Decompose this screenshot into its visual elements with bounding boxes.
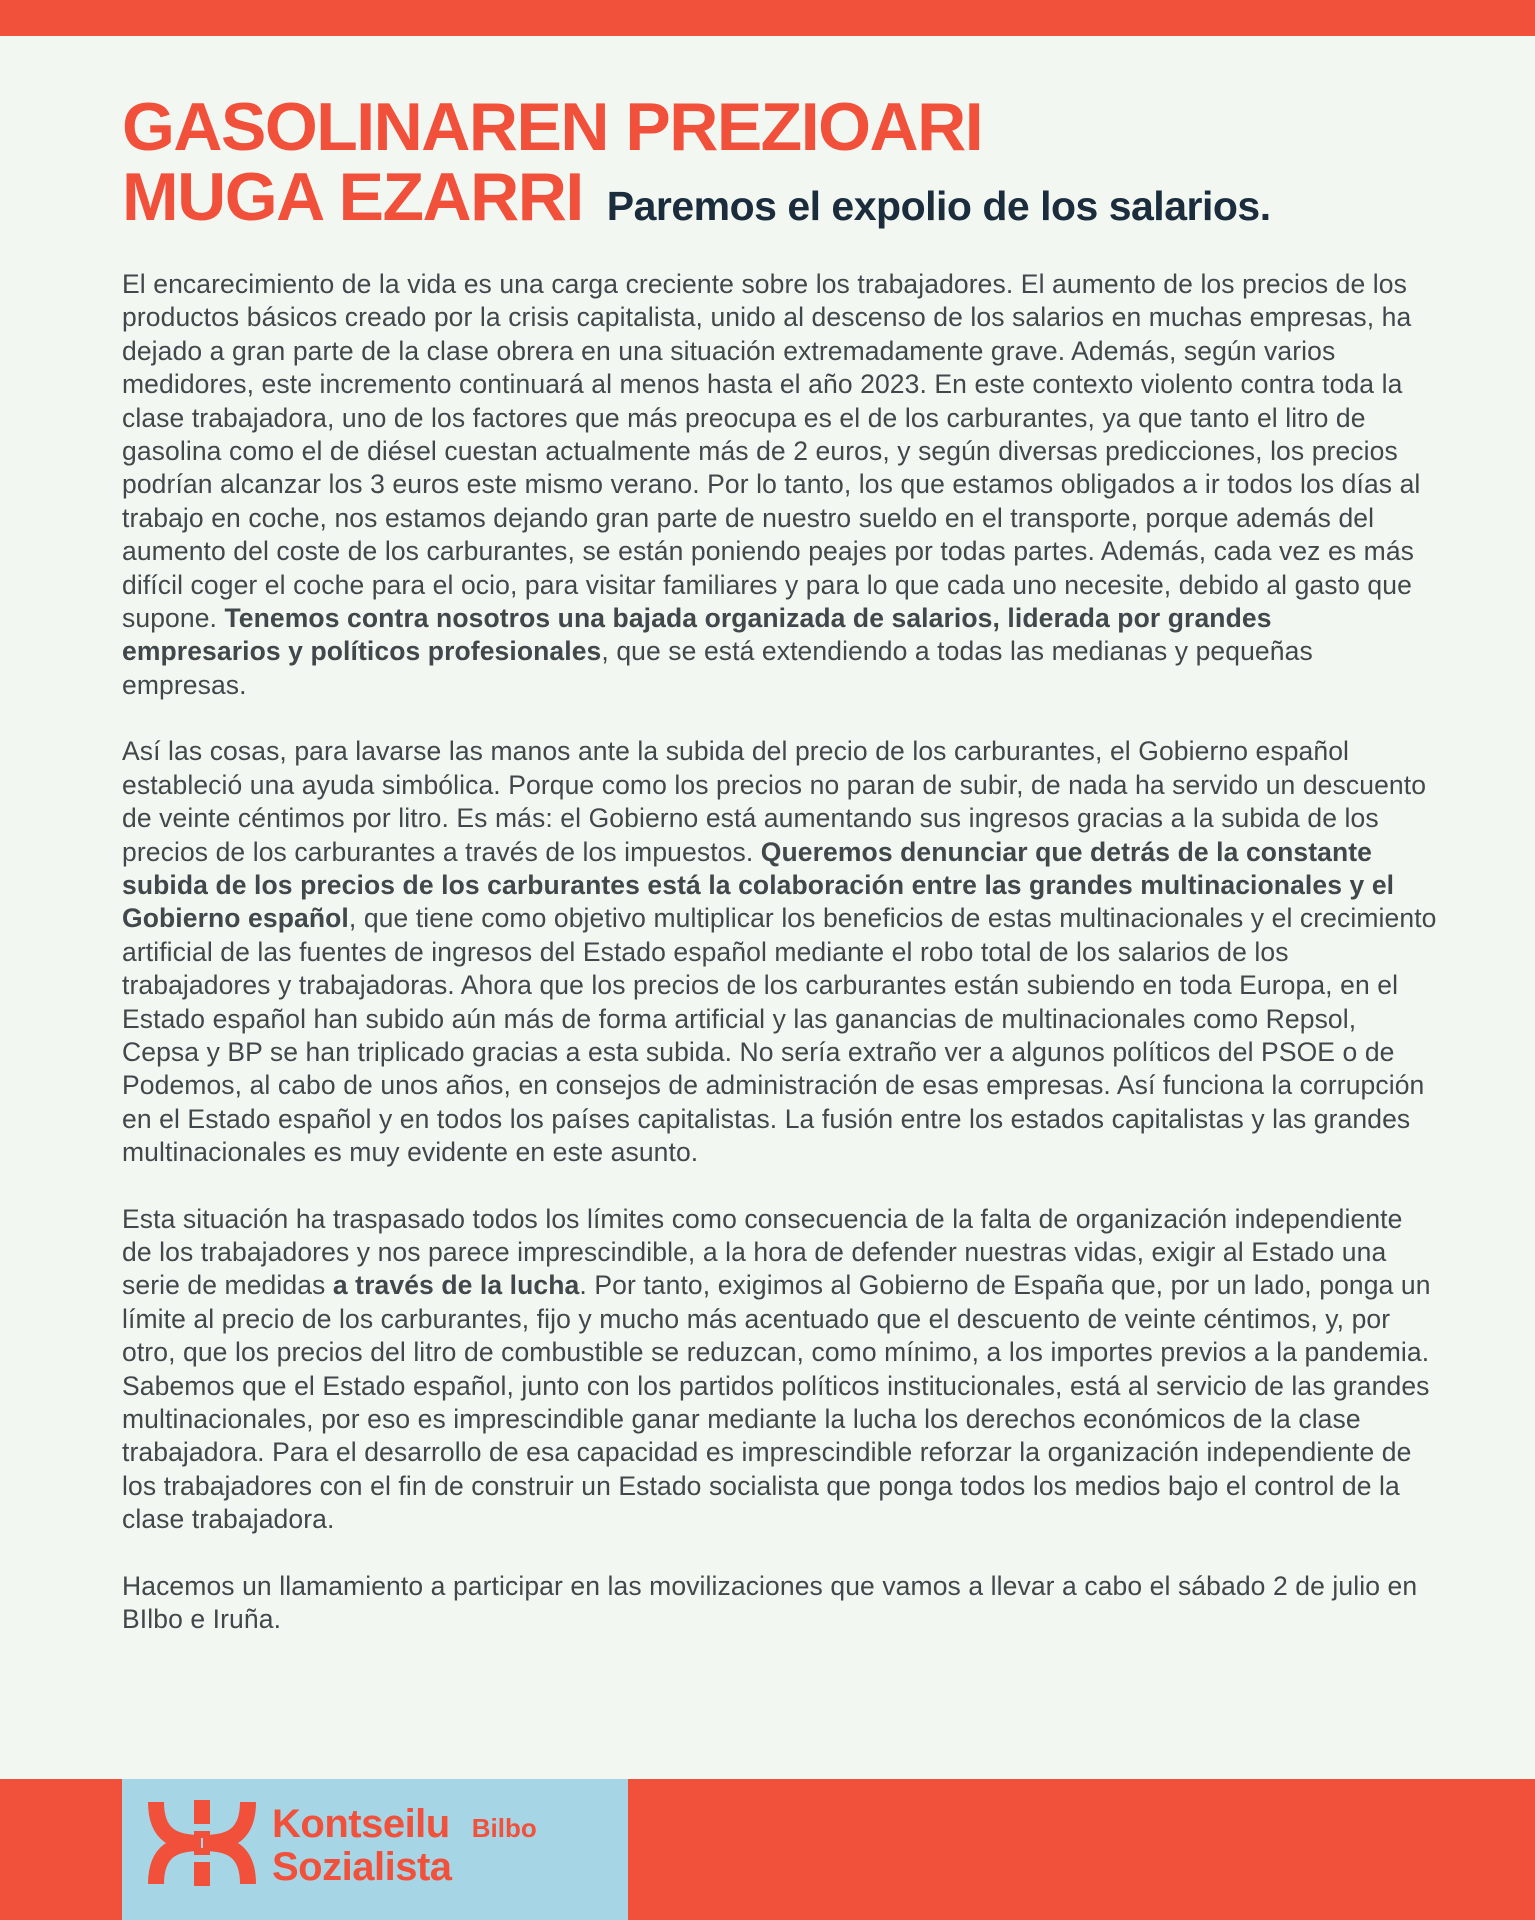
paragraph-run: , que tiene como objetivo multiplicar los beneficios de estas multinacionales y el crecimiento artificial de las fuentes de ingresos del Estado español mediante el robo total de los salarios de los trabajadores y trabajadoras. Ahora que los precios de los carburantes están subiendo en toda Europa, en el Estado español han subido aún más de forma artificial y las ganancias de multinacionales como Repsol, Cepsa y BP se han triplicado gracias a esta subida. No sería extraño ver a algunos políticos del PSOE o de Podemos, al cabo de unos años, en consejos de administración de esas empresas. Así funciona la corrupción en el Estado español y en todos los países capitalistas. La fusión entre los estados capitalistas y las grandes multinacionales es muy evidente en este asunto. — [122, 903, 1437, 1168]
paragraph-run: Así las cosas, para lavarse las manos ante la subida del precio de los carburantes, el Gobierno español estableció una ayuda simbólica. Porque como los precios no paran de subir, de nada ha servido un descuento de veinte céntimos por litro. Es más: el Gobierno está aumentando sus ingresos gracias a la subida de los precios de los carburantes a través de los impuestos. — [122, 736, 1427, 867]
paragraph-run: Esta situación ha traspasado todos los límites como consecuencia de la falta de organización independiente de los trabajadores y nos parece imprescindible, a la hora de defender nuestras vidas, exigir al Estado una serie de medidas — [122, 1203, 1403, 1301]
org-name-line1: Kontseilu — [272, 1802, 450, 1846]
paragraph-run: El encarecimiento de la vida es una carga creciente sobre los trabajadores. El aumento de los precios de los productos básicos creado por la crisis capitalista, unido al descenso de los salarios en muchas empresas, ha dejado a gran parte de la clase obrera en una situación extremadamente grave. Además, según varios medidores, este incremento continuará al menos hasta el año 2023. En este contexto violento contra toda la clase trabajadora, uno de los factores que más preocupa es el de los carburantes, ya que tanto el litro de gasolina como el de diésel cuestan actualmente más de 2 euros, y según diversas predicciones, los precios podrían alcanzar los 3 euros este mismo verano. Por lo tanto, los que estamos obligados a ir todos los días al trabajo en coche, nos estamos dejando gran parte de nuestro sueldo en el transporte, porque además del aumento del coste de los carburantes, se están poniendo peajes por todas partes. Además, cada vez es más difícil coger el coche para el ocio, para visitar familiares y para lo que cada uno necesite, debido al gasto que supone. — [122, 269, 1421, 634]
org-wordmark — [272, 1803, 537, 1889]
org-name-line2: Sozialista — [272, 1845, 452, 1889]
paragraph-run: Hacemos un llamamiento a participar en las movilizaciones que vamos a llevar a cabo el sábado 2 de julio en BIlbo e Iruña. — [122, 1570, 1418, 1635]
paragraph-bold-run: Queremos denunciar que detrás de la constante subida de los precios de los carburantes está la colaboración entre las grandes multinacionales y el Gobierno español — [122, 836, 1395, 934]
page-title-line2: MUGA EZARRI — [122, 159, 583, 235]
kontseilu-sozialista-logo-icon — [147, 1800, 257, 1886]
paragraph — [122, 735, 1437, 1169]
paragraph-run: . Por tanto, exigimos al Gobierno de España que, por un lado, ponga un límite al precio de los carburantes, fijo y mucho más acentuado que el descuento de veinte céntimos, y, por otro, que los precios del litro de combustible se reduzcan, como mínimo, a los importes previos a la pandemia. Sabemos que el Estado español, junto con los partidos políticos institucionales, está al servicio de las grandes multinacionales, por eso es imprescindible ganar mediante la lucha los derechos económicos de la clase trabajadora. Para el desarrollo de esa capacidad es imprescindible reforzar la organización independiente de los trabajadores con el fin de construir un Estado socialista que ponga todos los medios bajo el control de la clase trabajadora. — [122, 1270, 1431, 1535]
paragraph — [122, 1203, 1437, 1537]
org-city-label: Bilbo — [471, 1813, 537, 1843]
page-title-line1: GASOLINAREN PREZIOARI — [122, 89, 983, 165]
paragraph — [122, 1570, 1437, 1637]
paragraph-bold-run: Tenemos contra nosotros una bajada organizada de salarios, liderada por grandes empresarios y políticos profesionales — [122, 603, 1272, 667]
page-subtitle: Paremos el expolio de los salarios. — [606, 183, 1271, 229]
top-accent-bar — [0, 0, 1535, 36]
paragraph-bold-run: a través de la lucha — [332, 1270, 580, 1301]
logo-box — [122, 1779, 628, 1920]
body-text — [122, 268, 1437, 1669]
paragraph-run: , que se está extendiendo a todas las medianas y pequeñas empresas. — [122, 636, 1313, 700]
paragraph — [122, 268, 1437, 702]
header — [122, 89, 1271, 235]
footer-band — [0, 1779, 1535, 1920]
